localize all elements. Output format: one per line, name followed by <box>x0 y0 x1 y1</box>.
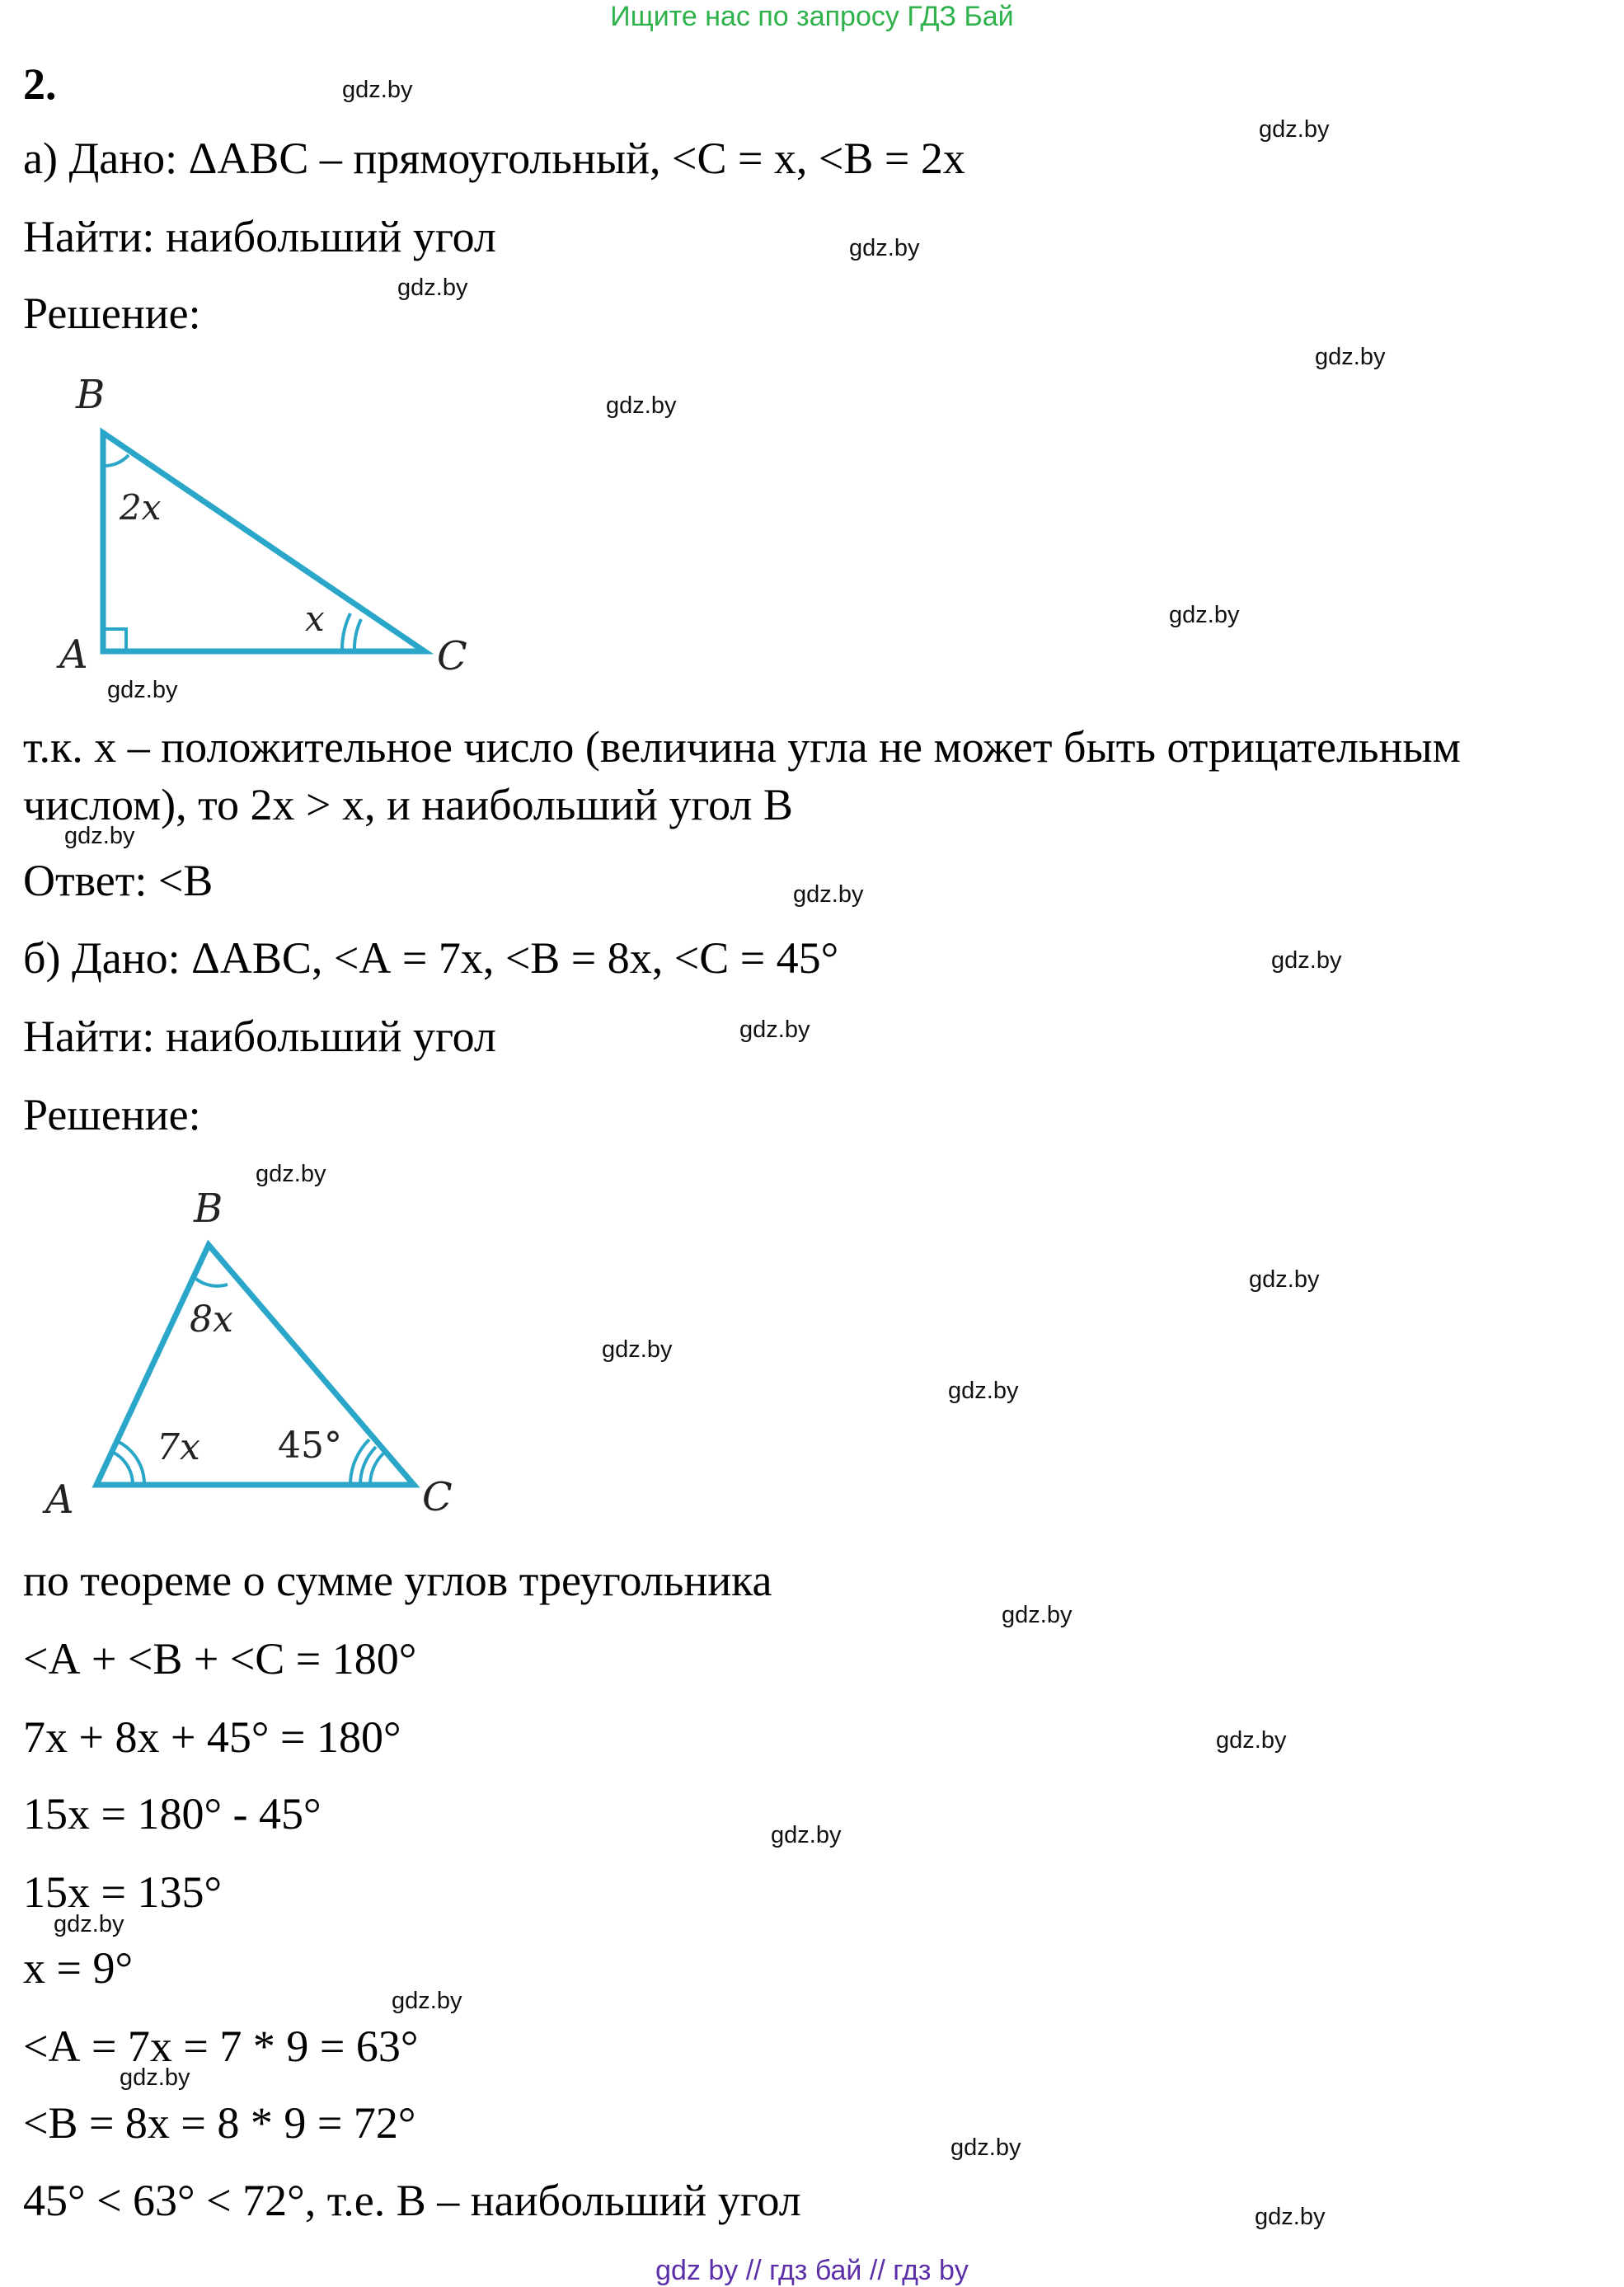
angle-a-arc-inner <box>112 1452 133 1485</box>
watermark: gdz.by <box>397 275 468 301</box>
part-b-step-9: 45° < 63° < 72°, т.е. В – наибольший угол <box>23 2176 801 2225</box>
watermark: gdz.by <box>107 677 178 703</box>
part-a-answer: Ответ: <В <box>23 856 214 905</box>
angle-c-arc-outer <box>342 613 350 651</box>
watermark: gdz.by <box>793 881 864 908</box>
part-a-explanation-2: числом), то 2х > х, и наибольший угол В <box>23 780 793 829</box>
triangle-abc <box>96 1245 414 1485</box>
watermark: gdz.by <box>849 235 920 261</box>
part-b-step-4: 15х = 180° - 45° <box>23 1789 322 1839</box>
watermark: gdz.by <box>1315 344 1386 370</box>
part-a-explanation-1: т.к. х – положительное число (величина угла не может быть отрицательным <box>23 722 1461 772</box>
watermark: gdz.by <box>1249 1266 1320 1293</box>
part-b-given: б) Дано: ΔАВС, <А = 7х, <В = 8х, <С = 45° <box>23 933 839 983</box>
part-b-solution-label: Решение: <box>23 1090 201 1139</box>
angle-b-value: 8x <box>190 1298 233 1341</box>
vertex-a-label: A <box>59 632 88 678</box>
watermark: gdz.by <box>1271 947 1342 974</box>
part-b-step-2: <А + <В + <С = 180° <box>23 1634 417 1684</box>
top-banner[interactable]: Ищите нас по запросу ГДЗ Бай <box>610 1 1014 32</box>
watermark: gdz.by <box>1216 1727 1287 1754</box>
watermark: gdz.by <box>54 1911 124 1937</box>
watermark: gdz.by <box>950 2134 1021 2161</box>
watermark: gdz.by <box>256 1161 326 1187</box>
part-a-solution-label: Решение: <box>23 289 201 338</box>
watermark: gdz.by <box>392 1988 462 2014</box>
watermark: gdz.by <box>948 1378 1019 1404</box>
part-b-step-6: х = 9° <box>23 1943 134 1993</box>
angle-b-arc <box>194 1277 228 1286</box>
part-b-step-8: <В = 8х = 8 * 9 = 72° <box>23 2098 416 2148</box>
vertex-b-label: B <box>194 1186 223 1232</box>
angle-b-value: 2x <box>120 487 162 528</box>
watermark: gdz.by <box>602 1336 673 1363</box>
problem-number: 2. <box>23 59 57 109</box>
figure-triangle-b <box>33 1179 495 1525</box>
part-b-step-1: по теореме о сумме углов треугольника <box>23 1556 772 1605</box>
part-b-step-7: <А = 7х = 7 * 9 = 63° <box>23 2022 419 2071</box>
watermark: gdz.by <box>1255 2204 1326 2230</box>
watermark: gdz.by <box>771 1822 842 1848</box>
watermark: gdz.by <box>1002 1602 1072 1628</box>
angle-a-value: 7x <box>157 1426 200 1468</box>
watermark: gdz.by <box>64 823 135 849</box>
watermark: gdz.by <box>1259 116 1330 143</box>
angle-c-arc-inner <box>354 619 361 651</box>
watermark: gdz.by <box>606 392 677 419</box>
right-angle-marker <box>103 629 126 651</box>
vertex-c-label: C <box>422 1474 453 1520</box>
part-b-step-5: 15х = 135° <box>23 1867 223 1917</box>
angle-c-arc-inner <box>370 1453 383 1485</box>
part-b-step-3: 7х + 8х + 45° = 180° <box>23 1712 401 1762</box>
watermark: gdz.by <box>120 2064 190 2091</box>
angle-c-value: 45° <box>278 1425 342 1467</box>
triangle-abc-right <box>103 433 425 651</box>
vertex-c-label: C <box>437 633 467 679</box>
figure-right-triangle <box>49 375 495 688</box>
vertex-a-label: A <box>45 1477 74 1523</box>
watermark: gdz.by <box>739 1017 810 1043</box>
part-b-find: Найти: наибольший угол <box>23 1012 496 1061</box>
footer-links[interactable]: gdz by // гдз бай // гдз by <box>655 2255 969 2286</box>
watermark: gdz.by <box>1169 602 1240 628</box>
part-a-given: а) Дано: ΔАВС – прямоугольный, <С = х, <В = 2х <box>23 134 965 183</box>
watermark: gdz.by <box>342 77 413 103</box>
vertex-b-label: B <box>76 375 106 418</box>
part-a-find: Найти: наибольший угол <box>23 212 496 261</box>
angle-b-arc <box>103 455 129 466</box>
angle-c-value: x <box>305 599 325 639</box>
